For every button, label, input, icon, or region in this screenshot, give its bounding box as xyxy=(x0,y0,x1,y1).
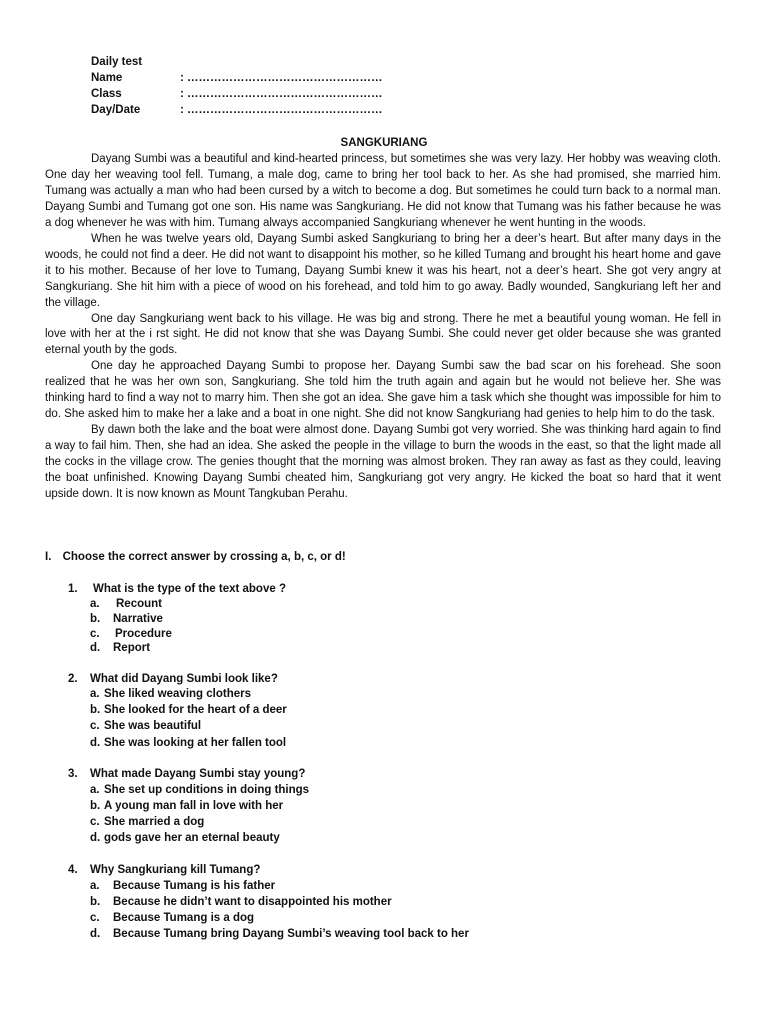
date-label: Day/Date xyxy=(91,104,141,116)
instruction-text: Choose the correct answer by crossing a, b, c, or d! xyxy=(62,551,346,563)
question-text: What is the type of the text above ? xyxy=(93,583,286,595)
story-paragraph: When he was twelve years old, Dayang Sumbi asked Sangkuriang to bring her a deer’s heart. But after many days in the woods, he could not find a deer. He did not want to disappoint his mother, so he killed Tumang and brought his heart home and gave it to his mother. Because of her love to Tumang, Dayang Sumbi knew it was his heart, not a deer’s heart. She got very angry at Sangkuriang. She hit him with a piece of wood on his forehead, and told him to go away. Badly wounded, Sangkuriang left her and the village. xyxy=(45,232,721,309)
story-paragraph: One day Sangkuriang went back to his village. He was big and strong. There he met a beautiful young woman. He fell in love with her at the i rst sight. He did not know that she was Dayang Sumbi. She could never get older because she was granted eternal youth by the gods. xyxy=(45,312,721,357)
document-page: Daily test Name : …………………………………………… Class : …………………………………………… Day/Date : …………………………………………… SANGKURIANG Dayang Sumbi was a beautiful and kind-hearted princess, but sometimes she was very lazy. Her hobby was weaving cloth. One day her weaving tool fell. Tumang, a male dog, came to bring her tool back to her. As she had promised, she married him. Tumang was actually a man who had been cursed by a witch to become a dog. But sometimes he could turn back to a normal man. Dayang Sumbi and Tumang got one son. His name was Sangkuriang. He did not know that Tumang was his father because he was a dog whenever he was with him. Tumang always accompanied Sangkuriang whenever he went hunting in the woods. When he was twelve years old, Dayang Sumbi asked Sangkuriang to bring her a deer’s heart. But after many days in the woods, he could not find a deer. He did not want to disappoint his mother, so he killed Tumang and brought his heart home and gave it to his mother. Because of her love to Tumang, Dayang Sumbi knew it was his heart, not a deer’s heart. She got very angry at Sangkuriang. She hit him with a piece of wood on his forehead, and told him to go away. Badly wounded, Sangkuriang left her and the village. One day Sangkuriang went back to his village. He was big and strong. There he met a beautiful young woman. He fell in love with her at the i rst sight. He did not know that she was Dayang Sumbi. She could never get older because she was granted eternal youth by the gods. One day he approached Dayang Sumbi to propose her. Dayang Sumbi saw the bad scar on his forehead. She soon realized that he was her own son, Sangkuriang. She told him the truth again and again but he would not believe her. She was thinking hard to find a way not to marry him. Then she got an idea. She gave him a task which she thought was impossible for him to do. She asked him to make her a lake and a boat in one night. She did not know Sangkuriang had genies to help him to do the task. By dawn both the lake and the boat were almost done. Dayang Sumbi got very worried. She was thinking hard again to find a way to fail him. Then, she had an idea. She asked the people in the village to burn the woods in the east, so that the light made all the cocks in the village crow. The genies thought that the morning was almost broken. They ran away as fast as they could, leaving the boat unfinished. Knowing Dayang Sumbi cheated him, Sangkuriang got very angry. He kicked the boat so hard that it went upside down. It is now known as Mount Tangkuban Perahu. I. Choose the correct answer by crossing a, b, c, or d! 1. What is the type of the text above ? a. Recount b. Narrative c. Procedure d. Report 2. What did Dayang Sumbi look like? a. She liked weaving clothers b. She looked for the heart of a deer c. She was beautiful d. She was looking at her fallen tool 3. What made Dayang Sumbi stay young? a. She set up conditions in doing things b. A young man fall in love with her c. She married a dog d. gods gave her an eternal beauty 4. Why Sangkuriang kill Tumang? a. Because Tumang is his father b. Because he didn’t want to disappointed his mother c. Because Tumang is a dog d. Because Tumang bring Dayang Sumbi’s weaving tool back to her xyxy=(0,0,768,1024)
story-text xyxy=(45,152,721,503)
class-blank: : …………………………………………… xyxy=(180,88,383,100)
question-text: What made Dayang Sumbi stay young? xyxy=(90,768,306,780)
name-blank: : …………………………………………… xyxy=(180,72,383,84)
story-title: SANGKURIANG xyxy=(340,137,428,149)
question-number: 2. xyxy=(68,673,78,685)
name-label: Name xyxy=(91,72,123,84)
class-label: Class xyxy=(91,88,122,100)
section-instruction xyxy=(45,551,346,563)
question-text: What did Dayang Sumbi look like? xyxy=(90,673,278,685)
section-number: I. xyxy=(45,551,52,563)
story-paragraph: By dawn both the lake and the boat were almost done. Dayang Sumbi got very worried. She was thinking hard again to find a way to fail him. Then, she had an idea. She asked the people in the village to burn the woods in the east, so that the light made all the cocks in the village crow. The genies thought that the morning was almost broken. They ran away as fast as they could, leaving the boat unfinished. Knowing Dayang Sumbi cheated him, Sangkuriang got very angry. He kicked the boat so hard that it went upside down. It is now known as Mount Tangkuban Perahu. xyxy=(45,424,721,501)
name-field xyxy=(91,72,391,88)
class-field xyxy=(91,88,391,104)
test-title: Daily test xyxy=(91,56,143,68)
story-paragraph: Dayang Sumbi was a beautiful and kind-hearted princess, but sometimes she was very lazy. Her hobby was weaving cloth. One day her weaving tool fell. Tumang, a male dog, came to bring her tool back to her. As she had promised, she married him. Tumang was actually a man who had been cursed by a witch to become a dog. But sometimes he could turn back to a normal man. Dayang Sumbi and Tumang got one son. His name was Sangkuriang. He did not know that Tumang was his father because he was a dog whenever he was with him. Tumang always accompanied Sangkuriang whenever he went hunting in the woods. xyxy=(45,153,721,229)
question-number: 3. xyxy=(68,768,78,780)
date-blank: : …………………………………………… xyxy=(180,104,383,116)
date-field xyxy=(91,104,391,120)
story-paragraph: One day he approached Dayang Sumbi to propose her. Dayang Sumbi saw the bad scar on his forehead. She soon realized that he was her own son, Sangkuriang. She told him the truth again and again but he would not believe her. She was thinking hard to find a way not to marry him. Then she got an idea. She gave him a task which she thought was impossible for him to do. She asked him to make her a lake and a boat in one night. She did not know Sangkuriang had genies to help him to do the task. xyxy=(45,360,721,421)
question-text: Why Sangkuriang kill Tumang? xyxy=(90,864,261,876)
question-number: 4. xyxy=(68,864,78,876)
question-number: 1. xyxy=(68,583,78,595)
